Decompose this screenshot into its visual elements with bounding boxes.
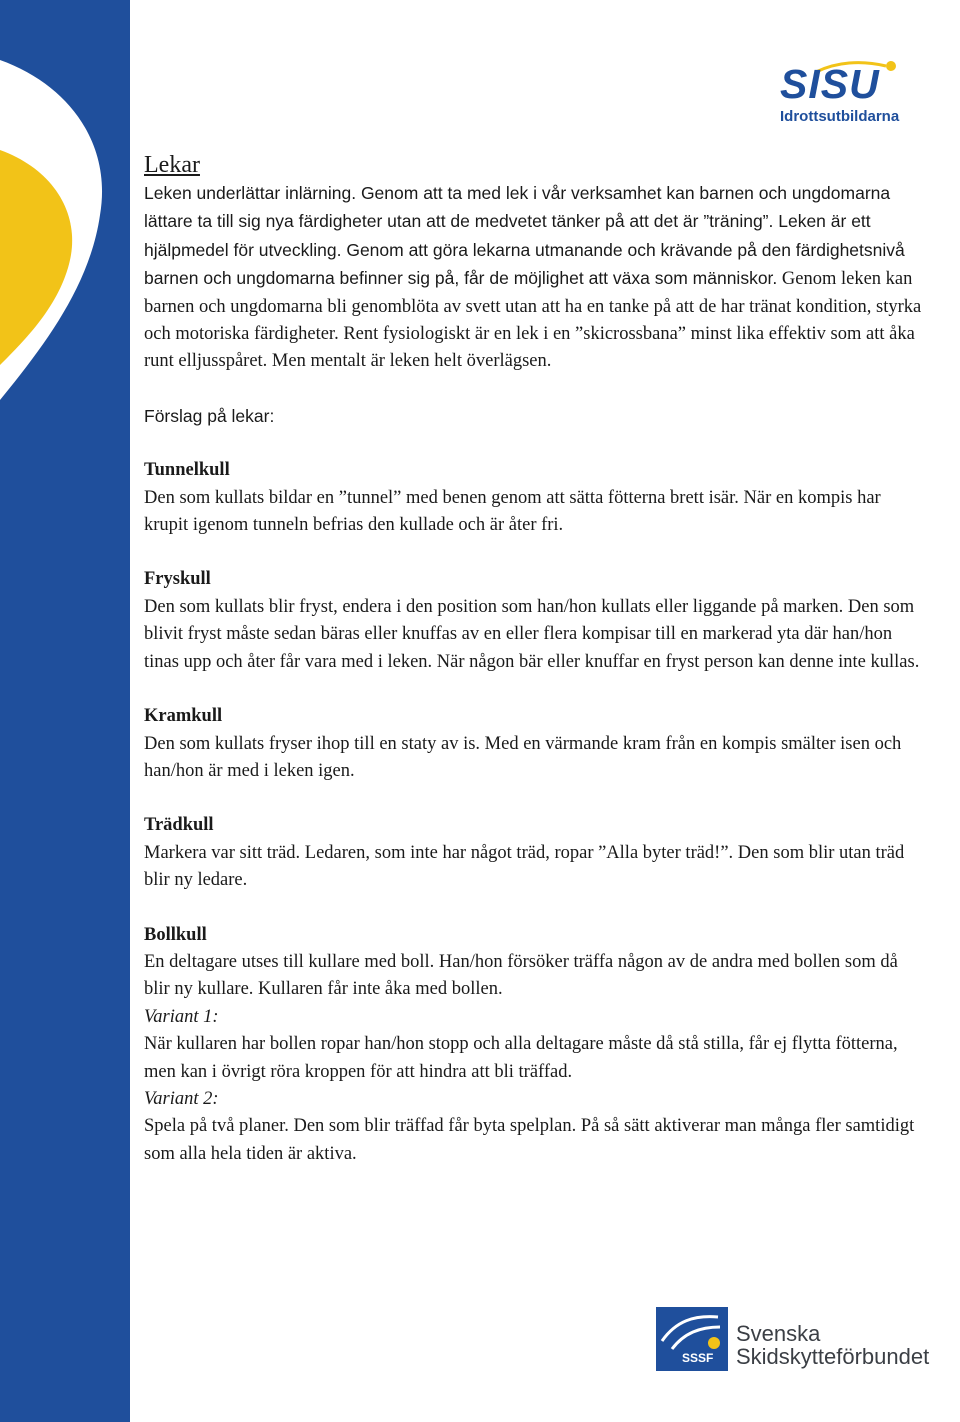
suggestions-label: Förslag på lekar:: [144, 405, 275, 426]
game-heading: Trädkull: [144, 815, 214, 836]
sidebar-decoration: [0, 0, 130, 1422]
document-body: [144, 150, 924, 1168]
game-text: Den som kullats blir fryst, endera i den position som han/hon kullats eller liggande på marken. Den som blivit fryst måste sedan bäras eller knuffas av en eller flera kompisar till en markerad yta där han/hon tinas upp och åter får vara med i leken. När någon bär eller knuffar en fryst person kan denne inte kullas.: [144, 596, 920, 672]
variant-label: Variant 1:: [144, 1006, 219, 1027]
game-text: Den som kullats fryser ihop till en staty av is. Med en värmande kram från en kompis smälter isen och han/hon är med i leken igen.: [144, 733, 902, 781]
intro-text-serif: Genom leken kan barnen och ungdomarna bli genomblöta av svett utan att ha en tanke på att de har tränat kondition, styrka och motoriska färdigheter. Rent fysiologiskt är en lek i en ”skicrossbana” minst lika effektiv som att åka runt elljusspåret. Men mentalt är leken helt överlägsen.: [144, 269, 922, 372]
variant-text: När kullaren har bollen ropar han/hon stopp och alla deltagare måste då stå stilla, får ej flytta fötterna, men kan i övrigt röra kroppen för att hindra att bli träffad.: [144, 1034, 898, 1082]
game-text: En deltagare utses till kullare med boll. Han/hon försöker träffa någon av de andra med bollen som då blir ny kullare. Kullaren får inte åka med bollen.: [144, 951, 898, 1000]
sssf-logo: [656, 1305, 956, 1375]
variant-label: Variant 2:: [144, 1088, 219, 1109]
game-heading: Kramkull: [144, 706, 223, 727]
intro-text-sans: Leken underlättar inlärning. Genom att ta med lek i vår verksamhet kan barnen och ungdomarna lättare ta till sig nya färdigheter utan att de medvetet tänker på att det är ”träning”. Leken är ett hjälpmedel för utveckling. Genom att göra lekarna utmanande och krävande på den färdighetsnivå barnen och ungdomarna befinner sig på, får de möjlighet att växa som människor.: [144, 183, 905, 289]
game-heading: Fryskull: [144, 569, 211, 590]
sssf-abbr: SSSF: [682, 1351, 714, 1365]
sssf-logo-line2: Skidskytteförbundet: [736, 1344, 930, 1369]
sisu-logo-word: SISU: [780, 61, 880, 107]
game-text: Den som kullats bildar en ”tunnel” med benen genom att sätta fötterna brett isär. När en kompis har krupit igenom tunneln befrias den kullade och är åter fri.: [144, 487, 881, 536]
game-text: Markera var sitt träd. Ledaren, som inte har något träd, ropar ”Alla byter träd!”. Den som blir utan träd blir ny ledare.: [144, 842, 905, 891]
intro-paragraph: [144, 180, 924, 376]
page-title: Lekar: [144, 152, 200, 178]
sisu-logo-subtitle: Idrottsutbildarna: [780, 108, 900, 125]
sssf-logo-line1: Svenska: [736, 1321, 821, 1346]
sisu-logo: [776, 56, 916, 132]
game-heading: Bollkull: [144, 924, 207, 945]
variant-text: Spela på två planer. Den som blir träffad får byta spelplan. På så sätt aktiverar man många fler samtidigt som alla hela tiden är aktiva.: [144, 1116, 915, 1164]
game-heading: Tunnelkull: [144, 460, 230, 481]
